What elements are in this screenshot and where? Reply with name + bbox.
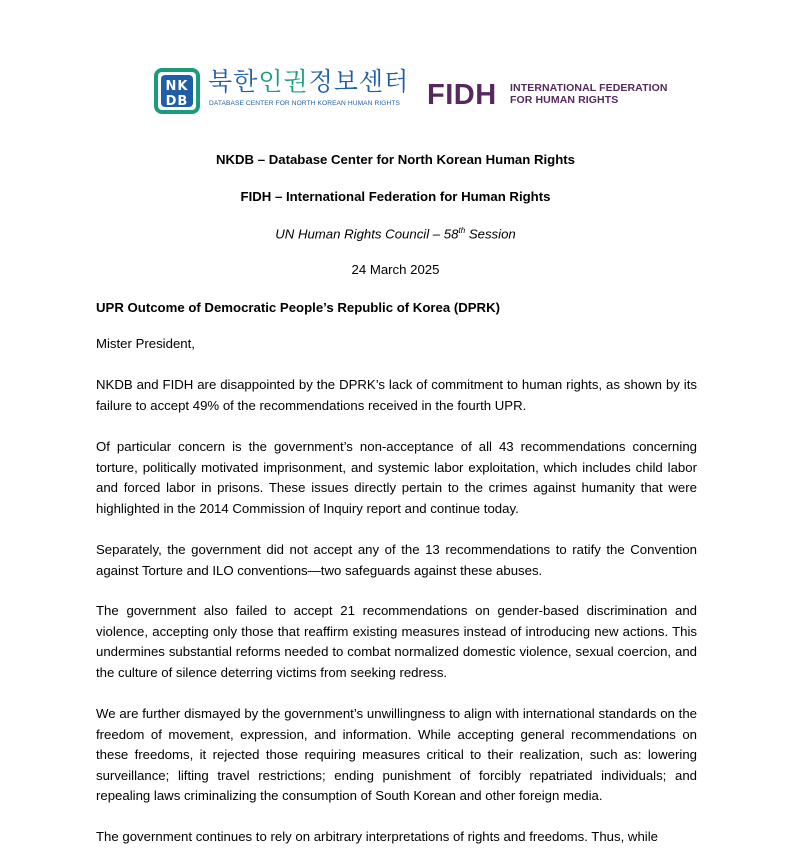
fidh-subtitle-line2: FOR HUMAN RIGHTS bbox=[510, 94, 619, 106]
document-date: 24 March 2025 bbox=[351, 262, 440, 277]
org1-heading: NKDB – Database Center for North Korean Human Rights bbox=[215, 152, 576, 167]
session-suffix: Session bbox=[465, 226, 516, 242]
paragraph-1: NKDB and FIDH are disappointed by the DPRK’s lack of commitment to human rights, as shown by its failure to accept 49% of the recommendations received in the fourth UPR. bbox=[96, 377, 697, 413]
salutation: Mister President, bbox=[96, 336, 195, 351]
session-sup: th bbox=[458, 226, 466, 235]
nkdb-korean-part3: 정보센터 bbox=[308, 67, 410, 96]
subject-line: UPR Outcome of Democratic People’s Republic of Korea (DPRK) bbox=[96, 300, 500, 315]
paragraph-6: The government continues to rely on arbitrary interpretations of rights and freedoms. Thus, while bbox=[96, 829, 658, 844]
nkdb-logo-mark-text: NK DB bbox=[161, 75, 193, 107]
paragraph-5: We are further dismayed by the government’s unwillingness to align with international standards on the freedom of movement, expression, and information. While accepting general recommendations on these freedoms, it rejected those requiring measures critical to their realization, such as: lowering surveillance; lifting travel restrictions; ending punishment of forcibly repatriated individuals; and repealing laws criminalizing the consumption of South Korean and other foreign media. bbox=[96, 706, 697, 804]
paragraph-4: The government also failed to accept 21 recommendations on gender-based discrimination and violence, accepting only those that reaffirm existing measures instead of introducing new actions. This undermines substantial reforms needed to combat normalized domestic violence, sexual coercion, and the culture of silence deterring victims from seeking redress. bbox=[96, 603, 697, 680]
fidh-logo: FIDH bbox=[427, 79, 497, 111]
session-prefix: UN Human Rights Council – 58 bbox=[275, 226, 459, 242]
nkdb-logo-icon bbox=[154, 68, 200, 114]
paragraph-3: Separately, the government did not accept any of the 13 recommendations to ratify the Convention against Torture and ILO conventions—two safeguards against these abuses. bbox=[96, 542, 697, 578]
paragraph-2: Of particular concern is the government’s non-acceptance of all 43 recommendations concerning torture, politically motivated imprisonment, and systemic labor exploitation, which includes child labor and forced labor in prisons. These issues directly pertain to the crimes against humanity that were highlighted in the 2014 Commission of Inquiry report and continue today. bbox=[96, 439, 697, 516]
logo-bar bbox=[0, 66, 791, 118]
org2-heading: FIDH – International Federation for Human Rights bbox=[240, 189, 551, 204]
nkdb-korean-part1: 북한 bbox=[208, 67, 259, 96]
nkdb-subtitle: DATABASE CENTER FOR NORTH KOREAN HUMAN RIGHTS bbox=[209, 100, 400, 107]
fidh-subtitle-line1: INTERNATIONAL FEDERATION bbox=[510, 82, 668, 94]
session-line bbox=[0, 226, 791, 241]
nkdb-korean-part2: 인권 bbox=[258, 67, 309, 96]
fidh-subtitle bbox=[510, 82, 668, 106]
nkdb-korean-name bbox=[208, 68, 409, 96]
